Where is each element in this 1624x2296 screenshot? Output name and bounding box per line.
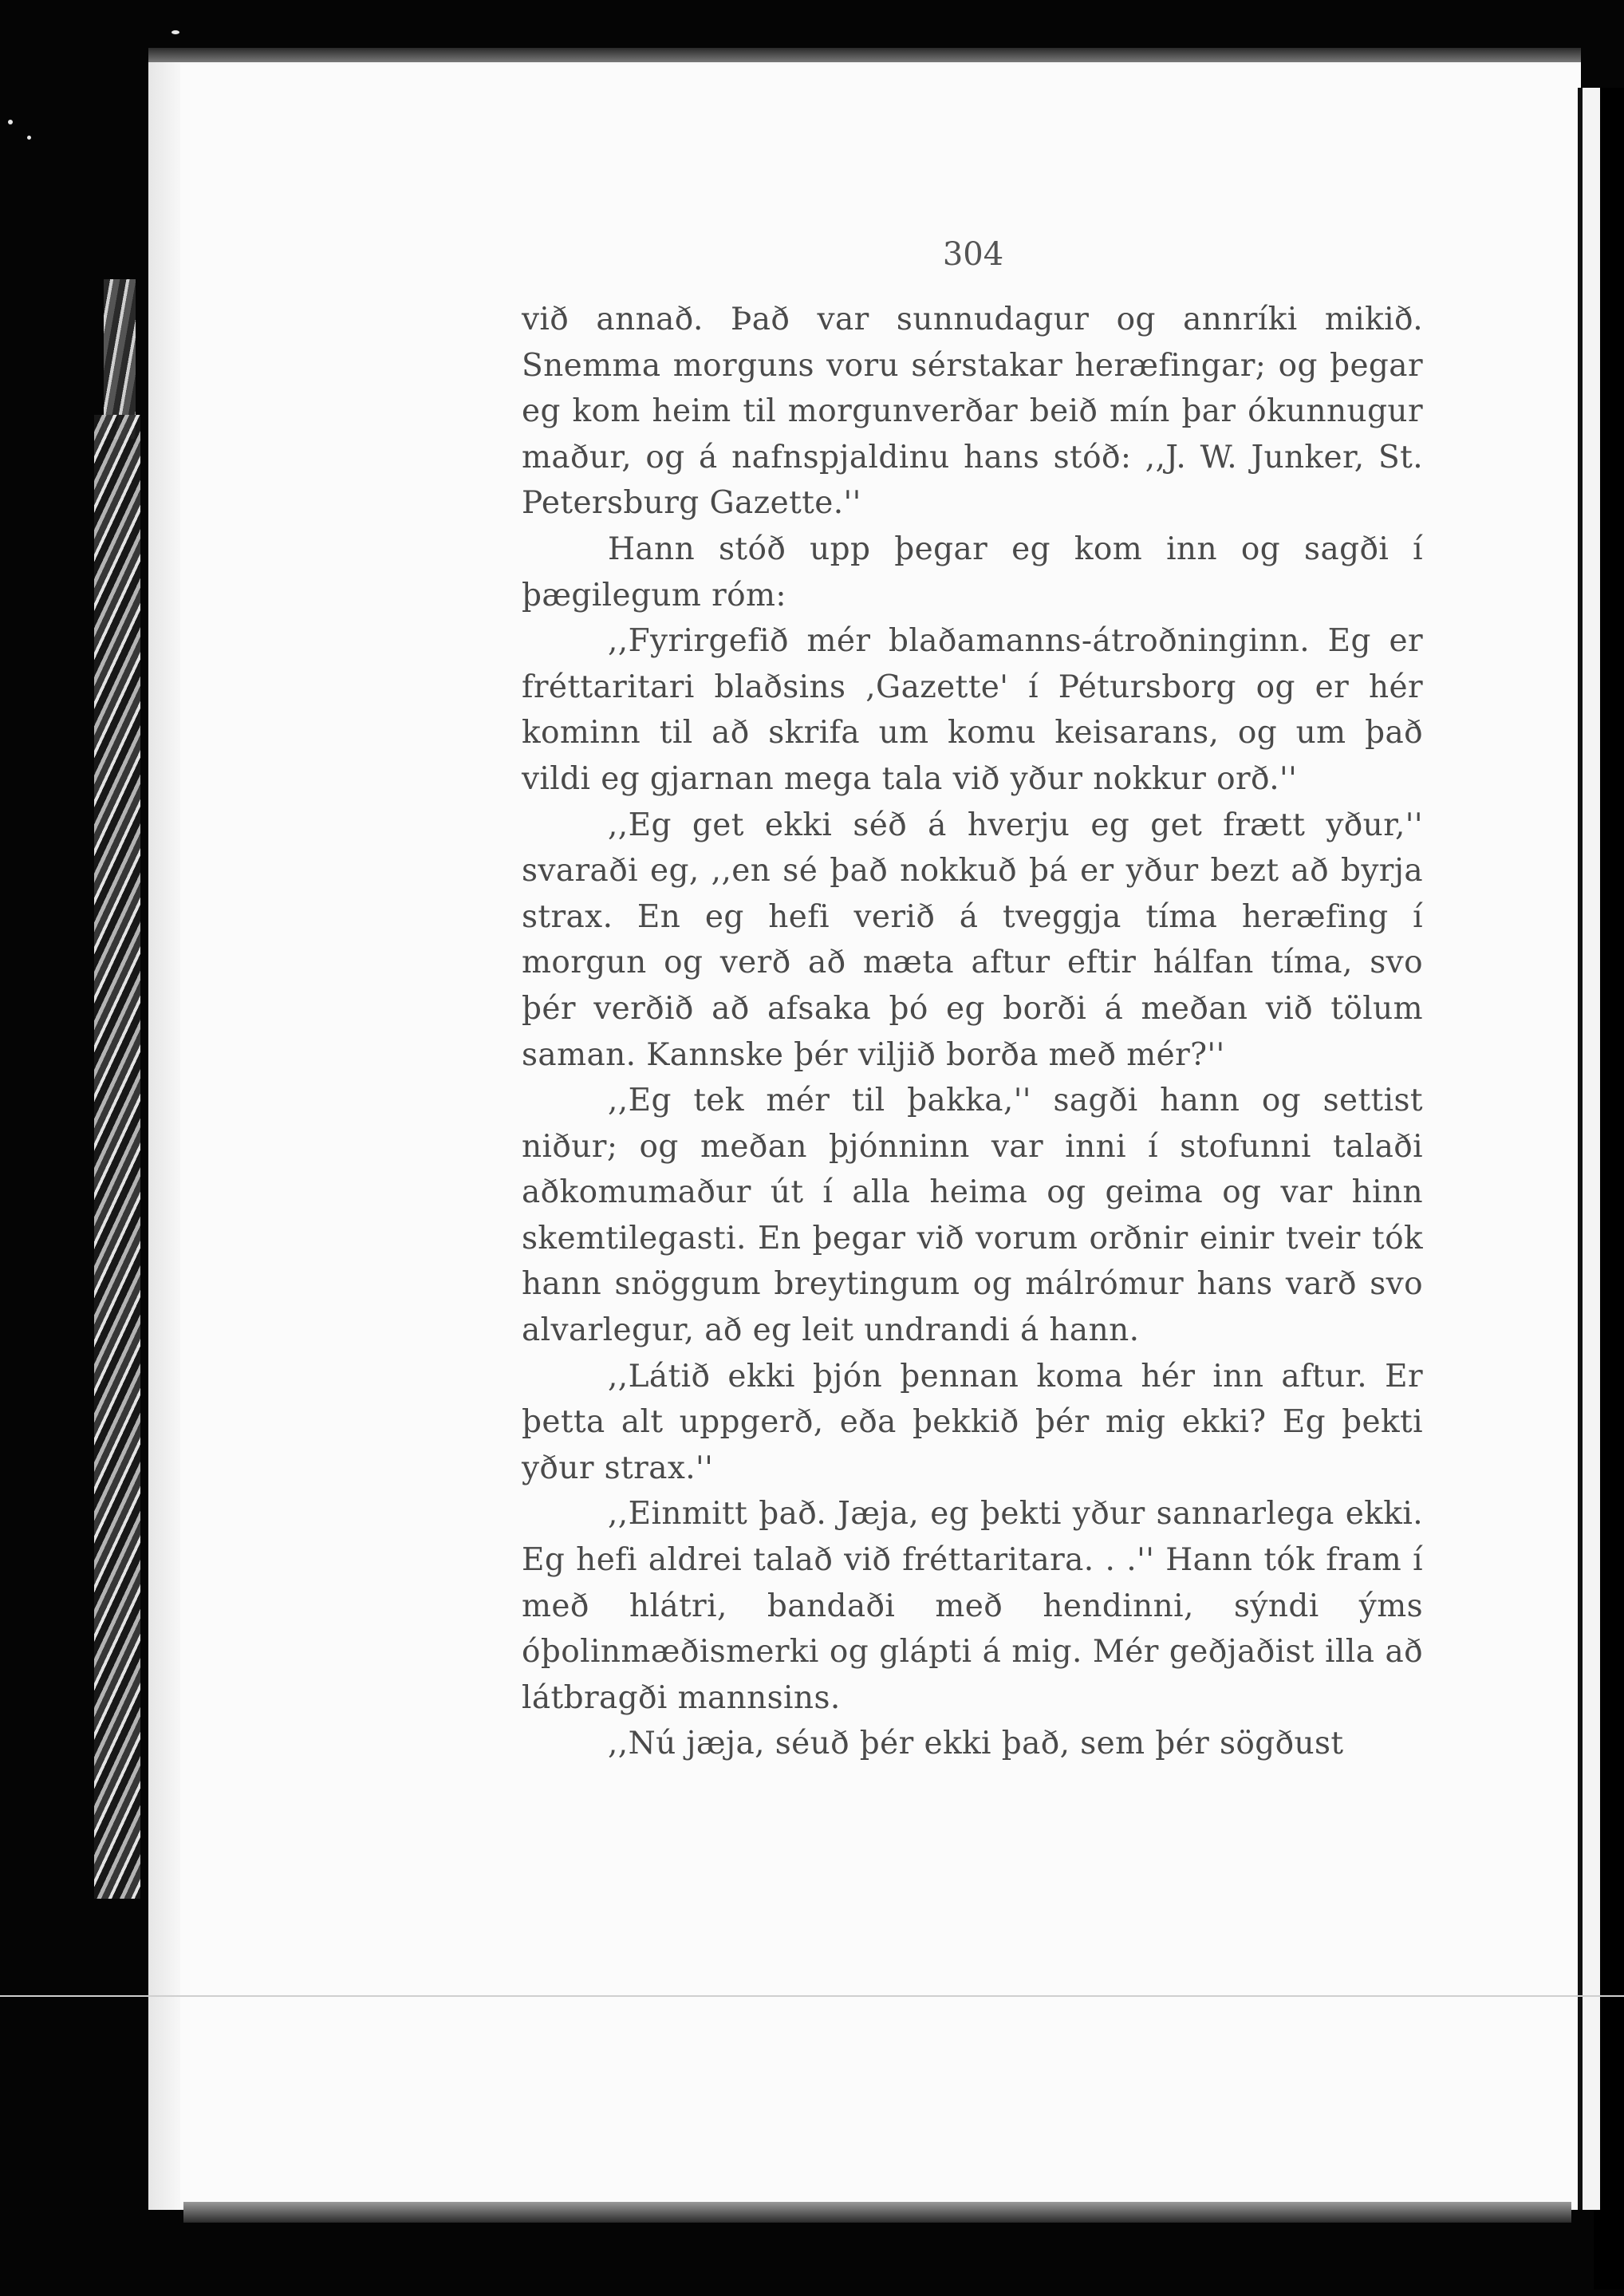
page-leaf-strip: [148, 62, 180, 2210]
paragraph: ,,Eg tek mér til þakka,'' sagði hann og settist niður; og meðan þjónninn var inni í stofunni talaði aðkomumaður út í alla heima og geima og var hinn skemtilegasti. En þegar við vorum orðnir einir tveir tók hann snöggum breytingum og málrómur hans varð svo alvarlegur, að eg leit undrandi á hann.: [522, 1083, 1423, 1349]
scan-line: [0, 1995, 1624, 1997]
scan-speck: [8, 120, 13, 124]
paragraph: ,,Eg get ekki séð á hverju eg get frætt yður,'' svaraði eg, ,,en sé það nokkuð þá er yður bezt að byrja strax. En eg hefi verið á tveggja tíma heræfing í morgun og verð að mæta aftur eftir hálfan tíma, svo þér verðið að afsaka þó eg borði á meðan við tölum saman. Kannske þér viljið borða með mér?'': [522, 807, 1423, 1073]
paragraph: ,,Látið ekki þjón þennan koma hér inn aftur. Er þetta alt uppgerð, eða þekkið þér mig ekki? Eg þekti yður strax.'': [522, 1358, 1423, 1486]
paragraph: ,,Fyrirgefið mér blaðamanns-átroðninginn. Eg er fréttaritari blaðsins ,Gazette' í Pétursborg og er hér kominn til að skrifa um komu keisarans, og um það vildi eg gjarnan mega tala við yður nokkur orð.'': [522, 623, 1423, 797]
paragraph: ,,Einmitt það. Jæja, eg þekti yður sannarlega ekki. Eg hefi aldrei talað við fréttaritara. . .'' Hann tók fram í með hlátri, bandaði með hendinni, sýndi ýms óþolinmæðismerki og glápti á mig. Mér geðjaðist illa að látbragði mannsins.: [522, 1496, 1423, 1716]
marbled-book-edge: [94, 415, 140, 1899]
scan-speck: [27, 136, 31, 140]
paragraph: Hann stóð upp þegar eg kom inn og sagði í þægilegum róm:: [522, 531, 1423, 613]
scan-speck: [171, 30, 179, 34]
page-text: [522, 297, 1423, 1767]
right-page-edge: [1578, 88, 1600, 2210]
page-number: 304: [942, 236, 1004, 273]
page-bottom-edge: [183, 2202, 1571, 2223]
paragraph: ,,Nú jæja, séuð þér ekki það, sem þér sögðust: [608, 1726, 1344, 1762]
paragraph: við annað. Það var sunnudagur og annríki mikið. Snemma morguns voru sérstakar heræfingar; og þegar eg kom heim til morgunverðar beið mín þar ókunnugur maður, og á nafnspjaldinu hans stóð: ,,J. W. Junker, St. Petersburg Gazette.'': [522, 302, 1423, 522]
